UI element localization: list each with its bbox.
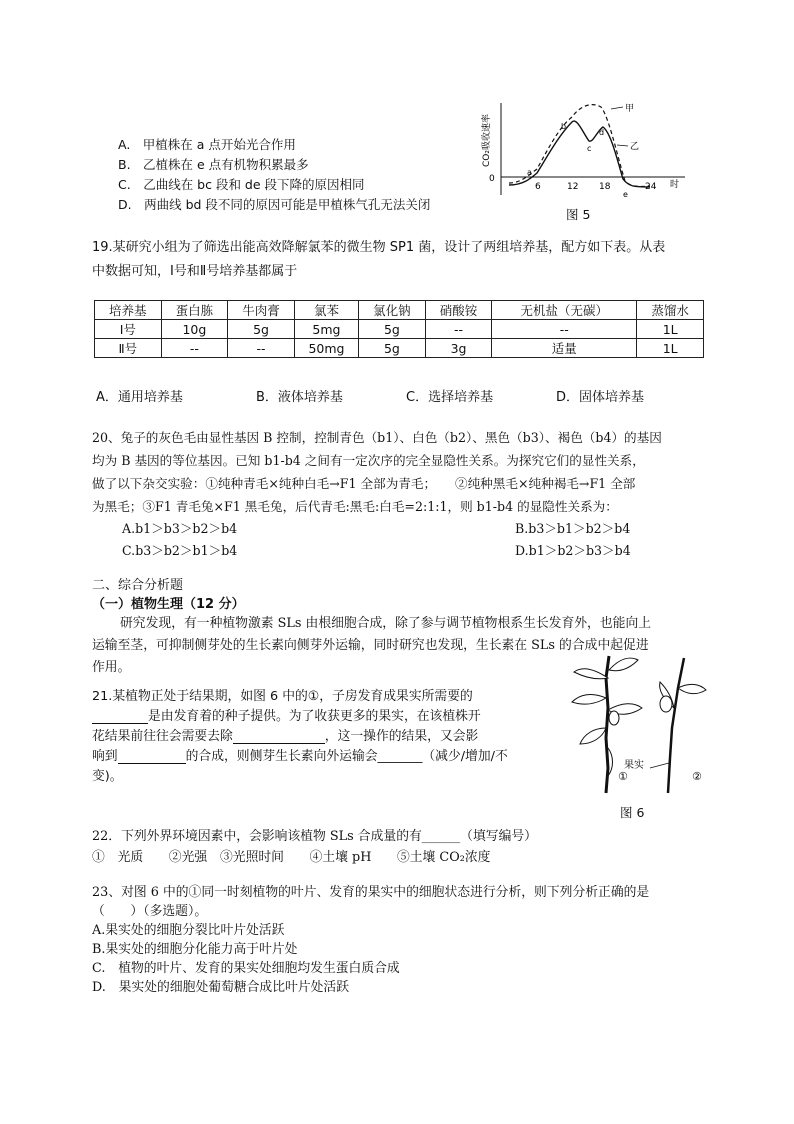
q23-stem-line2: （ ）（多选题）。 xyxy=(92,904,208,919)
q20-option-c: C.b3＞b2＞b1＞b4 xyxy=(122,543,238,558)
q20-option-d: D.b1＞b2＞b3＞b4 xyxy=(515,543,631,558)
q21-line2-text: 是由发育着的种子提供。为了收获更多的果实，在该植株开 xyxy=(148,709,481,724)
fruit-icon xyxy=(660,696,672,712)
section-subtitle: （一）植物生理（12 分） xyxy=(92,597,245,612)
leaf-icon xyxy=(609,658,638,671)
table-header-cell: 硝酸铵 xyxy=(425,301,492,320)
table-cell: 1L xyxy=(637,320,704,339)
table-cell: 3g xyxy=(425,339,492,358)
answer-blank[interactable] xyxy=(233,729,325,744)
fig5-x-unit: 时 xyxy=(670,180,680,190)
fig5-point-a: a xyxy=(527,168,532,177)
fig5-leader-jia xyxy=(611,107,623,109)
q19-option-d: D．固体培养基 xyxy=(556,390,645,405)
q20-line4: 为黑毛；③F1 青毛兔×F1 黑毛兔，后代青毛:黑毛:白毛=2:1:1，则 b1-b4 的显隐性关系为： xyxy=(92,499,618,514)
fig5-tick-18: 18 xyxy=(599,182,611,192)
fig5-leader-yi xyxy=(617,145,628,146)
table-row xyxy=(95,339,704,358)
fig5-tick-24: 24 xyxy=(645,182,657,192)
fig5-point-d: d xyxy=(599,128,605,137)
table-header-cell: 蒸馏水 xyxy=(637,301,704,320)
table-row xyxy=(95,320,704,339)
q20-line1: 20、兔子的灰色毛由显性基因 B 控制，控制青色（b1）、白色（b2）、黑色（b3）、褐色（b4）的基因 xyxy=(92,430,662,445)
q23-option-d: D. 果实处的细胞处葡萄糖合成比叶片处活跃 xyxy=(92,980,350,995)
q18-option-d: D. 两曲线 bd 段不同的原因可能是甲植株气孔无法关闭 xyxy=(118,197,431,212)
q19-option-c: C．选择培养基 xyxy=(406,390,494,405)
plant2-stem xyxy=(668,658,684,793)
q20-line3: 做了以下杂交实验：①纯种青毛×纯种白毛→F1 全部为青毛； ②纯种黑毛×纯种褐毛→F1 全部 xyxy=(92,476,636,491)
table-cell: 50mg xyxy=(294,339,358,358)
table-cell: Ⅱ号 xyxy=(95,339,162,358)
table-cell: -- xyxy=(425,320,492,339)
q23-stem-line1: 23、对图 6 中的①同一时刻植物的叶片、发育的果实中的细胞状态进行分析，则下列分析正确的是 xyxy=(92,885,650,900)
q21-line3 xyxy=(92,725,478,744)
fig5-point-e: e xyxy=(623,190,628,199)
fig5-tick-6: 6 xyxy=(535,182,541,192)
leaf-icon xyxy=(678,684,706,693)
section-intro-line1: 研究发现，有一种植物激素 SLs 由根细胞合成，除了参与调节植物根系生长发育外，也能向上 xyxy=(120,616,652,631)
fig5-ylabel: CO₂吸收速率 xyxy=(482,114,492,167)
fig5-tick-12: 12 xyxy=(567,182,579,192)
q19-option-a: A．通用培养基 xyxy=(96,390,183,405)
fig6-label-2: ② xyxy=(692,770,702,783)
leaf-icon xyxy=(580,728,606,744)
q21-line2 xyxy=(92,705,481,724)
table-cell: 适量 xyxy=(492,339,637,358)
q21-line1: 21.某植物正处于结果期，如图 6 中的①，子房发育成果实所需要的 xyxy=(92,689,473,704)
table-cell: 5g xyxy=(228,320,295,339)
table-cell: -- xyxy=(161,339,228,358)
table-header-row xyxy=(95,301,704,320)
q20-line2: 均为 B 基因的等位基因。已知 b1-b4 之间有一定次序的完全显隐性关系。为探究它们的显性关系， xyxy=(92,453,645,468)
media-recipe-table xyxy=(94,300,704,358)
q21-line3-text-a: 花结果前往往会需要去除 xyxy=(92,729,233,744)
q19-stem-line2: 中数据可知，Ⅰ号和Ⅱ号培养基都属于 xyxy=(92,264,298,279)
q23-option-c: C. 植物的叶片、发育的果实处细胞均发生蛋白质合成 xyxy=(92,961,400,976)
fig5-label-jia: 甲 xyxy=(625,104,635,114)
answer-blank[interactable] xyxy=(118,749,186,764)
fig5-tick-0: 0 xyxy=(489,174,495,184)
fig6-caption: 图 6 xyxy=(620,805,645,820)
table-cell: 5g xyxy=(359,320,426,339)
q18-option-a: A. 甲植株在 a 点开始光合作用 xyxy=(118,137,296,152)
q19-stem-line1: 19.某研究小组为了筛选出能高效降解氯苯的微生物 SP1 菌，设计了两组培养基，配方如下表。从表 xyxy=(92,240,666,255)
table-header-cell: 蛋白胨 xyxy=(161,301,228,320)
table-header-cell: 牛肉膏 xyxy=(228,301,295,320)
q18-option-b: B. 乙植株在 e 点有机物积累最多 xyxy=(118,157,309,172)
leaf-icon xyxy=(572,695,606,705)
fig5-point-b: b xyxy=(561,122,567,131)
leaf-icon xyxy=(574,669,608,679)
q21-line4-text-b: 的合成，则侧芽生长素向外运输会_______（减少/增加/不 xyxy=(185,749,508,764)
table-header-cell: 氯苯 xyxy=(294,301,358,320)
fig6-label-fruit: 果实 xyxy=(624,760,644,771)
section-intro-line3: 作用。 xyxy=(92,660,131,675)
q21-line4-text-a: 响到 xyxy=(92,749,118,764)
table-cell: Ⅰ号 xyxy=(95,320,162,339)
table-cell: 10g xyxy=(161,320,228,339)
q21-line3-text-b: ，这一操作的结果，又会影 xyxy=(324,729,479,744)
fig5-caption: 图 5 xyxy=(566,207,591,222)
q22-options: ① 光质 ②光强 ③光照时间 ④土壤 pH ⑤土壤 CO₂浓度 xyxy=(92,850,491,865)
table-cell: 5mg xyxy=(294,320,358,339)
q23-option-b: B.果实处的细胞分化能力高于叶片处 xyxy=(92,942,298,957)
fig5-label-yi: 乙 xyxy=(630,142,640,152)
answer-blank[interactable] xyxy=(92,709,148,724)
table-cell: -- xyxy=(228,339,295,358)
table-header-cell: 无机盐（无碳） xyxy=(492,301,637,320)
table-header-cell: 氯化钠 xyxy=(359,301,426,320)
q20-option-a: A.b1＞b3＞b2＞b4 xyxy=(122,521,238,536)
fig6-label-1: ① xyxy=(618,770,628,783)
q20-option-b: B.b3＞b1＞b2＞b4 xyxy=(515,521,631,536)
fig5-point-c: c xyxy=(587,144,592,153)
table-cell: 5g xyxy=(359,339,426,358)
table-cell: 1L xyxy=(637,339,704,358)
q23-option-a: A.果实处的细胞分裂比叶片处活跃 xyxy=(92,923,285,938)
table-cell: -- xyxy=(492,320,637,339)
q19-option-b: B．液体培养基 xyxy=(256,390,343,405)
section-intro-line2: 运输至茎，可抑制侧芽处的生长素向侧芽外运输，同时研究也发现，生长素在 SLs 的合成中起促进 xyxy=(92,638,649,653)
q21-line5: 变)。 xyxy=(92,769,123,784)
fruit-leader-line xyxy=(650,763,669,768)
q21-line4 xyxy=(92,745,508,764)
table-header-cell: 培养基 xyxy=(95,301,162,320)
q22-stem: 22．下列外界环境因素中，会影响该植物 SLs 合成量的有______（填写编号） xyxy=(92,829,537,844)
figure-6-plants xyxy=(568,648,718,798)
section-title: 二、综合分析题 xyxy=(92,578,184,593)
q18-option-c: C. 乙曲线在 bc 段和 de 段下降的原因相同 xyxy=(118,177,365,192)
fruit-icon xyxy=(609,711,619,725)
